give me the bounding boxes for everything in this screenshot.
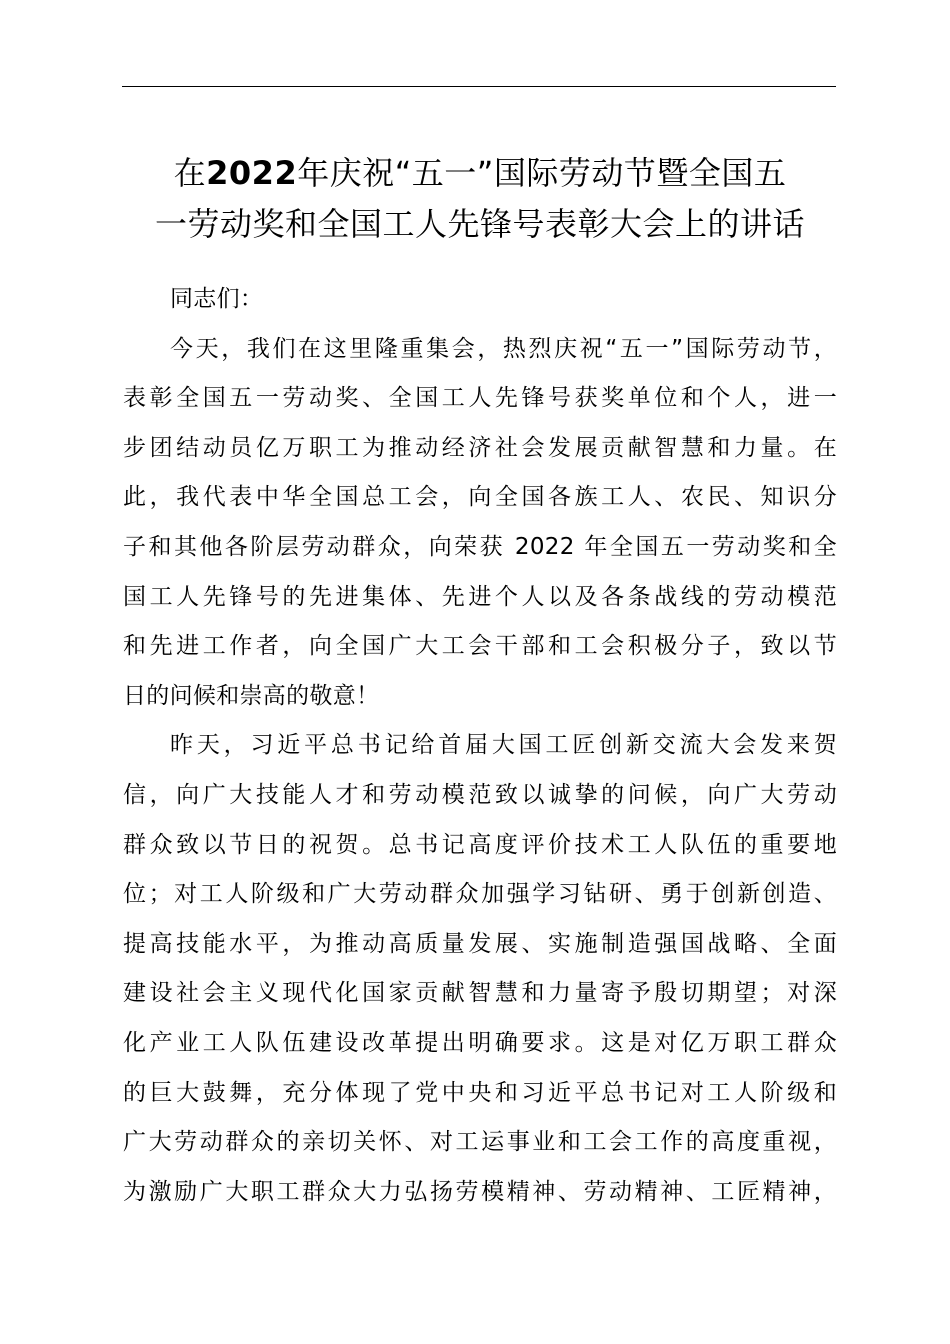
- paragraph-1-line: 步团结动员亿万职工为推动经济社会发展贡献智慧和力量。在: [123, 434, 837, 461]
- title-suffix: 年庆祝“五一”国际劳动节暨全国五: [297, 154, 787, 192]
- document-title: [110, 148, 850, 250]
- paragraph-2-line: 建设社会主义现代化国家贡献智慧和力量寄予殷切期望；对深: [123, 980, 837, 1007]
- salutation: 同志们：: [170, 286, 264, 312]
- paragraph-1-line: 此，我代表中华全国总工会，向全国各族工人、农民、知识分: [123, 484, 837, 511]
- paragraph-1-line: 国工人先锋号的先进集体、先进个人以及各条战线的劳动模范: [123, 583, 837, 610]
- paragraph-1-line: 表彰全国五一劳动奖、全国工人先锋号获奖单位和个人，进一: [123, 385, 837, 412]
- title-line-2: 一劳动奖和全国工人先锋号表彰大会上的讲话: [154, 205, 805, 243]
- paragraph-2-line: 为激励广大职工群众大力弘扬劳模精神、劳动精神、工匠精神，: [123, 1178, 837, 1205]
- paragraph-2-line: 位；对工人阶级和广大劳动群众加强学习钻研、勇于创新创造、: [123, 881, 837, 908]
- paragraph-2-line: 化产业工人队伍建设改革提出明确要求。这是对亿万职工群众: [123, 1029, 837, 1056]
- paragraph-1-line: 和先进工作者，向全国广大工会干部和工会积极分子，致以节: [123, 633, 837, 660]
- paragraph-1-line: 子和其他各阶层劳动群众，向荣获 2022 年全国五一劳动奖和全: [123, 533, 837, 560]
- document-body: [123, 275, 837, 1217]
- paragraph-2-line: 的巨大鼓舞，充分体现了党中央和习近平总书记对工人阶级和: [123, 1079, 837, 1106]
- paragraph-2-line: 昨天，习近平总书记给首届大国工匠创新交流大会发来贺: [170, 732, 837, 759]
- title-line-1: [110, 148, 850, 199]
- paragraph-1-line: 今天，我们在这里隆重集会，热烈庆祝“五一”国际劳动节，: [170, 335, 837, 362]
- paragraph-2-line: 广大劳动群众的亲切关怀、对工运事业和工会工作的高度重视，: [123, 1129, 837, 1156]
- paragraph-1-line: 日的问候和崇高的敬意！: [123, 682, 380, 709]
- paragraph-2-line: 群众致以节日的祝贺。总书记高度评价技术工人队伍的重要地: [123, 831, 837, 858]
- paragraph-2-line: 提高技能水平，为推动高质量发展、实施制造强国战略、全面: [123, 930, 837, 957]
- title-year: 2022: [206, 154, 298, 192]
- header-rule: [122, 86, 836, 87]
- title-prefix: 在: [173, 154, 207, 192]
- paragraph-2-line: 信，向广大技能人才和劳动模范致以诚挚的问候，向广大劳动: [123, 781, 837, 808]
